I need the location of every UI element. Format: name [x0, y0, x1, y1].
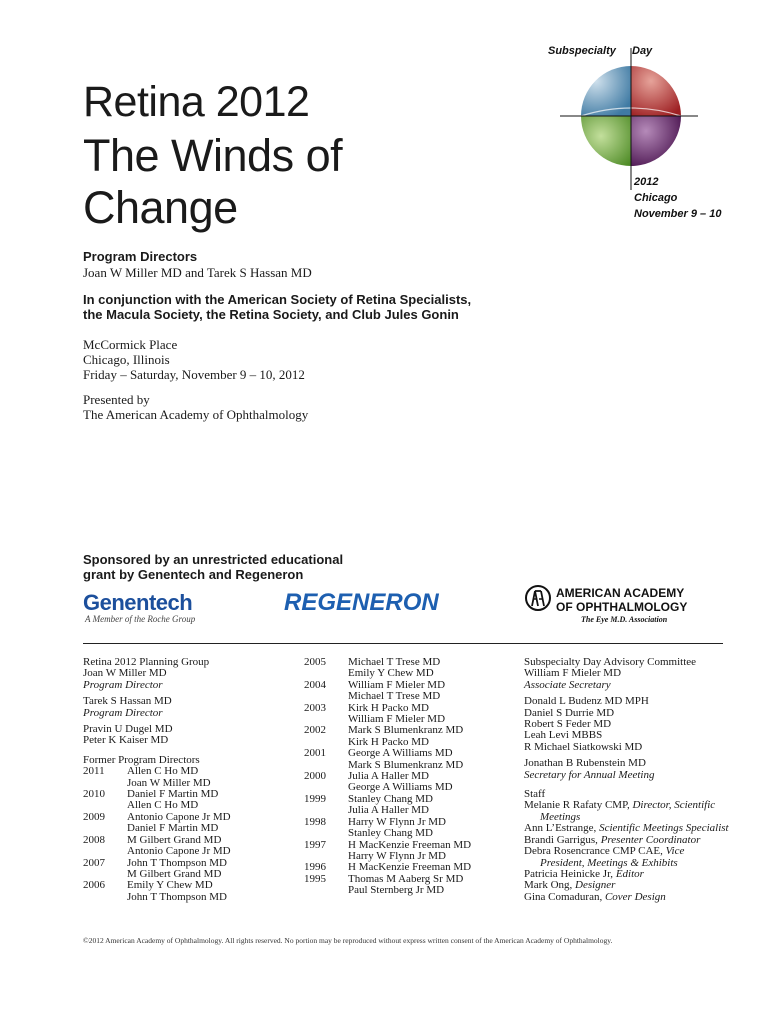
director-year: [83, 823, 127, 834]
regeneron-logo: REGENERON: [284, 589, 439, 616]
director-year: 1999: [304, 792, 326, 805]
staff-member: Debra Rosencrance CMP CAE, Vice: [524, 845, 685, 858]
director-name: William F Mieler MD: [348, 678, 446, 691]
former-director-row: [83, 880, 293, 891]
sponsor-line-1: Sponsored by an unrestricted educational: [83, 552, 344, 567]
director-year: 2010: [83, 788, 105, 801]
director-name: Mark S Blumenkranz MD: [348, 724, 464, 737]
former-director-row: [304, 805, 504, 816]
director-year: 2002: [304, 724, 326, 737]
director-name: Paul Sternberg Jr MD: [348, 884, 445, 897]
former-list: [83, 766, 293, 903]
director-year: 2001: [304, 747, 326, 760]
director-year: 2007: [83, 856, 105, 869]
advisory-member: R Michael Siatkowski MD: [524, 740, 643, 753]
director-year: [83, 892, 127, 903]
advisory-member: Donald L Budenz MD MPH: [524, 695, 649, 708]
planning-heading: Retina 2012 Planning Group: [83, 656, 210, 668]
venue-line-1: McCormick Place: [83, 337, 178, 352]
director-year: [83, 846, 127, 857]
former-heading: Former Program Directors: [83, 753, 200, 766]
staff-member: Gina Comaduran, Cover Design: [524, 890, 666, 903]
advisory-heading: Subspecialty Day Advisory Committee: [524, 656, 697, 668]
director-name: Antonio Capone Jr MD: [127, 845, 231, 858]
logo-label-day: Day: [632, 45, 653, 57]
title-line-1: Retina 2012: [83, 78, 310, 126]
genentech-subtitle: A Member of the Roche Group: [85, 614, 196, 624]
staff-role-continued: President, Meetings & Exhibits: [540, 856, 678, 869]
director-name: Antonio Capone Jr MD: [127, 810, 231, 823]
title-line-2: The Winds of: [83, 130, 343, 181]
director-name: Kirk H Packo MD: [348, 735, 429, 748]
director-name: Stanley Chang MD: [348, 792, 433, 805]
director-name: Emily Y Chew MD: [127, 879, 213, 892]
director-name: George A Williams MD: [348, 781, 453, 794]
venue-line-2: Chicago, Illinois: [83, 352, 170, 367]
director-name: H MacKenzie Freeman MD: [348, 861, 472, 874]
director-name: Julia A Haller MD: [348, 804, 429, 817]
director-name: Harry W Flynn Jr MD: [348, 849, 446, 862]
former-director-row: [304, 828, 504, 839]
director-name: Emily Y Chew MD: [348, 667, 434, 680]
director-year: 1996: [304, 861, 326, 874]
divider: [83, 643, 723, 644]
advisory-member: Robert S Feder MD: [524, 718, 612, 731]
former-list-2: [304, 657, 504, 897]
former-director-row: [83, 823, 293, 834]
subspecialty-day-logo: [548, 40, 738, 225]
director-year: 2003: [304, 701, 326, 714]
planning-role: Program Director: [83, 678, 163, 691]
director-year: 1997: [304, 838, 326, 851]
logo-dates: November 9 – 10: [634, 208, 722, 220]
title-line-3: Change: [83, 182, 238, 233]
director-name: Harry W Flynn Jr MD: [348, 815, 446, 828]
former-column-2: [304, 657, 504, 897]
former-director-row: [304, 862, 504, 873]
staff-member: Ann L’Estrange, Scientific Meetings Specialist: [524, 822, 729, 835]
advisory-role: Secretary for Annual Meeting: [524, 768, 655, 781]
logo-year: 2012: [634, 176, 659, 188]
aao-emblem-icon: [524, 584, 552, 612]
director-year: [304, 885, 348, 896]
presented-line-1: Presented by: [83, 392, 150, 407]
former-director-row: [304, 691, 504, 702]
former-director-row: [83, 846, 293, 857]
director-year: 2005: [304, 656, 326, 668]
former-director-row: [83, 892, 293, 903]
conjunction-line-1: In conjunction with the American Society of Retina Specialists,: [83, 292, 472, 307]
planning-member: Pravin U Dugel MD: [83, 723, 173, 736]
former-director-row: [83, 766, 293, 777]
program-directors-heading: Program Directors: [83, 249, 198, 264]
director-name: Michael T Trese MD: [348, 656, 441, 668]
aao-line-1: AMERICAN ACADEMY: [556, 586, 685, 600]
aao-line-2: OF OPHTHALMOLOGY: [556, 600, 688, 614]
director-year: 2000: [304, 770, 326, 783]
program-directors-names: Joan W Miller MD and Tarek S Hassan MD: [83, 265, 312, 280]
copyright-footer: ©2012 American Academy of Ophthalmology. All rights reserved. No portion may be reproduced without express written consent of the American Academy of Ophthalmology.: [83, 936, 613, 945]
planning-member: Tarek S Hassan MD: [83, 695, 172, 708]
director-year: 2006: [83, 879, 105, 892]
director-name: Stanley Chang MD: [348, 827, 433, 840]
staff-member: Brandi Garrigus, Presenter Coordinator: [524, 833, 701, 846]
venue-line-3: Friday – Saturday, November 9 – 10, 2012: [83, 367, 305, 382]
sponsor-line-2: grant by Genentech and Regeneron: [83, 567, 304, 582]
director-name: Allen C Ho MD: [127, 765, 199, 778]
staff-role-continued: Meetings: [540, 810, 581, 823]
director-year: [304, 828, 348, 839]
staff-member: Mark Ong, Designer: [524, 879, 616, 892]
aao-logo-text: [556, 586, 687, 614]
director-name: Michael T Trese MD: [348, 690, 441, 703]
advisory-column: [524, 657, 734, 903]
advisory-member: Jonathan B Rubenstein MD: [524, 757, 646, 770]
director-name: John T Thompson MD: [127, 856, 227, 869]
conjunction-line-2: the Macula Society, the Retina Society, and Club Jules Gonin: [83, 307, 459, 322]
director-year: 2008: [83, 833, 105, 846]
director-name: H MacKenzie Freeman MD: [348, 838, 472, 851]
former-director-row: [304, 748, 504, 759]
director-year: [304, 805, 348, 816]
advisory-member: William F Mieler MD: [524, 667, 622, 680]
genentech-logo: Genentech: [83, 590, 193, 615]
advisory-member: Daniel S Durrie MD: [524, 706, 615, 719]
director-year: 2004: [304, 678, 326, 691]
director-year: 1995: [304, 872, 326, 885]
staff-member: Patricia Heinicke Jr, Editor: [524, 867, 644, 880]
presented-line-2: The American Academy of Ophthalmology: [83, 407, 309, 422]
director-year: 2011: [83, 765, 105, 778]
subtitle: [83, 130, 342, 234]
logo-label-subspecialty: Subspecialty: [548, 45, 616, 57]
director-name: George A Williams MD: [348, 747, 453, 760]
director-name: M Gilbert Grand MD: [127, 867, 222, 880]
planning-member: Peter K Kaiser MD: [83, 734, 169, 747]
director-year: 1998: [304, 815, 326, 828]
staff-heading: Staff: [524, 788, 546, 801]
advisory-member: Leah Levi MBBS: [524, 729, 603, 742]
logo-city: Chicago: [634, 192, 678, 204]
aao-subtitle: The Eye M.D. Association: [581, 615, 668, 624]
director-name: Allen C Ho MD: [127, 799, 199, 812]
director-name: Thomas M Aaberg Sr MD: [348, 872, 464, 885]
director-name: Joan W Miller MD: [127, 776, 211, 789]
advisory-role: Associate Secretary: [524, 678, 611, 691]
planning-member: Joan W Miller MD: [83, 667, 167, 680]
director-name: Julia A Haller MD: [348, 770, 429, 783]
director-year: [304, 691, 348, 702]
former-director-row: [304, 885, 504, 896]
director-name: M Gilbert Grand MD: [127, 833, 222, 846]
director-year: 2009: [83, 810, 105, 823]
director-name: Mark S Blumenkranz MD: [348, 758, 464, 771]
planning-role: Program Director: [83, 706, 163, 719]
director-name: John T Thompson MD: [127, 890, 227, 903]
director-name: Daniel F Martin MD: [127, 788, 219, 801]
director-name: Daniel F Martin MD: [127, 822, 219, 835]
staff-member: Melanie R Rafaty CMP, Director, Scientific: [524, 799, 716, 812]
planning-column: [83, 657, 293, 903]
director-name: William F Mieler MD: [348, 713, 446, 726]
director-name: Kirk H Packo MD: [348, 701, 429, 714]
